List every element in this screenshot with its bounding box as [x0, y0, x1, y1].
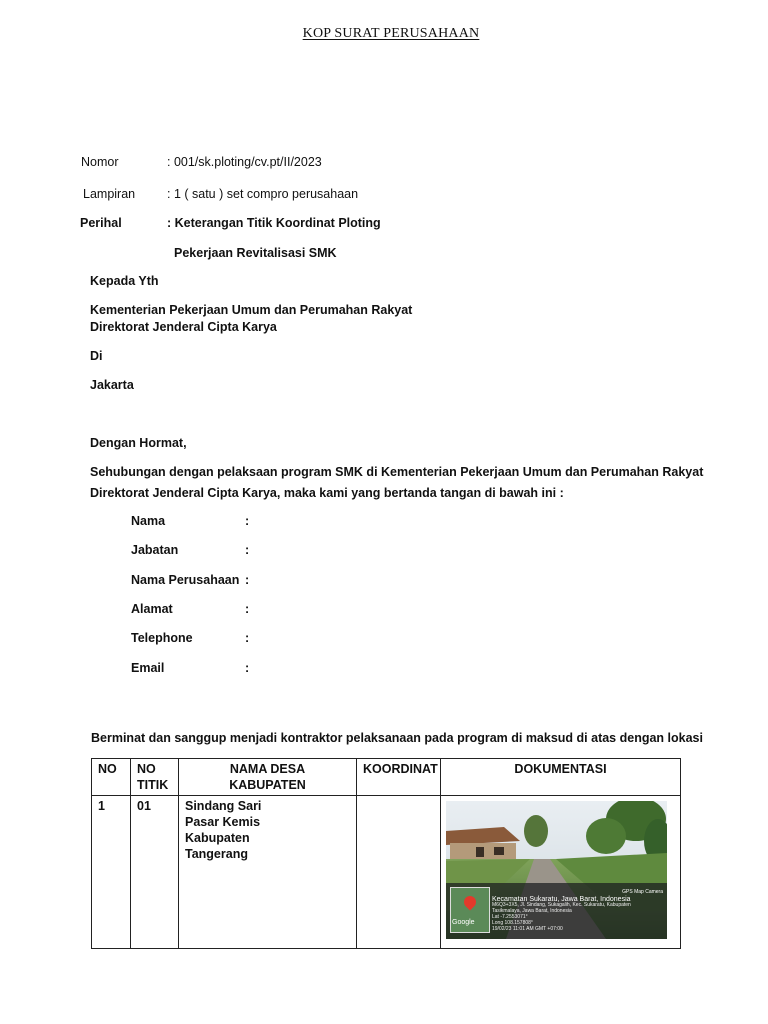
gps-app-badge: GPS Map Camera [622, 889, 663, 895]
field-email-label: Email [131, 661, 165, 675]
header-nama-desa [179, 759, 357, 796]
header-koordinat: KOORDINAT [357, 759, 441, 796]
desa-line3: Kabupaten [185, 831, 250, 845]
header-dokumentasi: DOKUMENTASI [441, 759, 681, 796]
gps-stamp-time: 19/02/23 11:01 AM GMT +07:00 [492, 926, 563, 932]
gps-stamp-title: Kecamatan Sukaratu, Jawa Barat, Indonesia [492, 896, 631, 903]
field-perusahaan-colon: : [245, 573, 250, 587]
desa-line4: Tangerang [185, 847, 248, 861]
recipient-line1: Kementerian Pekerjaan Umum dan Perumahan Rakyat [90, 303, 413, 317]
field-telephone-label: Telephone [131, 631, 193, 645]
table-row [92, 796, 681, 949]
field-jabatan-colon: : [245, 543, 250, 557]
google-label: Google [452, 919, 475, 926]
location-table [91, 758, 681, 949]
cell-dokumentasi [441, 796, 681, 949]
nomor-label: Nomor [81, 155, 119, 169]
field-telephone-colon: : [245, 631, 250, 645]
field-jabatan-label: Jabatan [131, 543, 179, 557]
letterhead-title: KOP SURAT PERUSAHAAN [302, 26, 480, 41]
gps-stamp-long: Long 108.157808° [492, 920, 533, 926]
gps-stamp-address1: M6Q3+3X5, Jl. Sindang, Sukagalih, Kec. Sukaratu, Kabupaten [492, 902, 631, 908]
header-no-titik [131, 759, 179, 796]
closing-statement: Berminat dan sanggup menjadi kontraktor pelaksanaan pada program di maksud di atas dengan lokasi [91, 731, 703, 745]
header-no-titik-line1: NO [137, 762, 156, 776]
field-alamat-label: Alamat [131, 602, 173, 616]
body-paragraph-line1: Sehubungan dengan pelaksaan program SMK di Kementerian Pekerjaan Umum dan Perumahan Rakyat [90, 465, 704, 479]
header-no: NO [92, 759, 131, 796]
field-nama-label: Nama [131, 514, 166, 528]
recipient-greeting: Kepada Yth [90, 274, 159, 288]
perihal-label: Perihal [80, 216, 122, 230]
table-header-row [92, 759, 681, 796]
site-photo [446, 801, 667, 939]
recipient-city: Jakarta [90, 378, 134, 392]
nomor-value: : 001/sk.ploting/cv.pt/II/2023 [167, 155, 322, 169]
desa-line2: Pasar Kemis [185, 815, 261, 829]
perihal-value: : Keterangan Titik Koordinat Ploting [167, 216, 381, 230]
body-paragraph-line2: Direktorat Jenderal Cipta Karya, maka kami yang bertanda tangan di bawah ini : [90, 486, 564, 500]
field-nama-colon: : [245, 514, 250, 528]
lampiran-value: : 1 ( satu ) set compro perusahaan [167, 187, 359, 201]
field-email-colon: : [245, 661, 250, 675]
gps-stamp-lat: Lat -7.2553071° [492, 914, 528, 920]
recipient-line2: Direktorat Jenderal Cipta Karya [90, 320, 277, 334]
header-nama-desa-line2: KABUPATEN [229, 778, 306, 792]
desa-line1: Sindang Sari [185, 799, 262, 813]
perihal-value-line2: Pekerjaan Revitalisasi SMK [174, 246, 337, 260]
map-pin-icon [462, 894, 479, 911]
salutation: Dengan Hormat, [90, 436, 187, 450]
lampiran-label: Lampiran [83, 187, 136, 201]
recipient-di: Di [90, 349, 103, 363]
field-alamat-colon: : [245, 602, 250, 616]
field-perusahaan-label: Nama Perusahaan [131, 573, 240, 587]
header-nama-desa-line1: NAMA DESA [229, 762, 306, 776]
header-no-titik-line2: TITIK [137, 778, 169, 792]
cell-nama-desa [179, 796, 357, 949]
cell-no: 1 [92, 796, 131, 949]
cell-koordinat [357, 796, 441, 949]
gps-stamp-address2: Tasikmalaya, Jawa Barat, Indonesia [492, 908, 572, 914]
cell-titik: 01 [131, 796, 179, 949]
